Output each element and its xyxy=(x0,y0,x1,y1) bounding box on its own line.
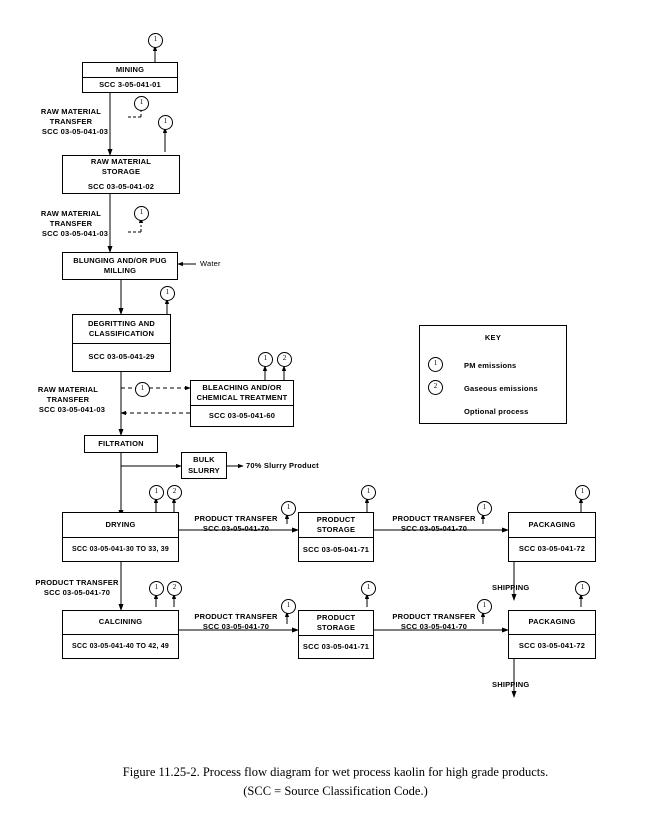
key-item-pm-label: PM emissions xyxy=(464,361,517,370)
box-degritting-line2: CLASSIFICATION xyxy=(88,328,155,338)
label-rmt1-scc: SCC 03-05-041-03 xyxy=(41,127,109,137)
box-product-storage-bottom-line1: PRODUCT xyxy=(316,613,356,622)
emission-marker-pm: 1 xyxy=(575,485,590,500)
box-raw-material-storage-line2: STORAGE xyxy=(101,167,141,177)
figure-caption-line2: (SCC = Source Classification Code.) xyxy=(243,784,428,798)
box-raw-material-storage xyxy=(62,155,180,194)
label-raw-material-transfer-1 xyxy=(22,107,132,137)
box-drying-scc: SCC 03-05-041-30 TO 33, 39 xyxy=(72,545,169,553)
label-raw-material-transfer-3 xyxy=(18,385,128,415)
box-filtration-name: FILTRATION xyxy=(98,438,144,448)
box-bleaching-scc: SCC 03-05-041-60 xyxy=(208,411,276,421)
box-packaging-bottom xyxy=(508,610,596,659)
box-bleaching-chemical-treatment xyxy=(190,380,294,427)
box-raw-material-storage-scc: SCC 03-05-041-02 xyxy=(87,181,155,191)
key-item-optional-label: Optional process xyxy=(464,407,529,416)
emission-marker-gas: 2 xyxy=(167,485,182,500)
ptds-line1: PRODUCT TRANSFER xyxy=(194,514,278,523)
emission-marker-pm: 1 xyxy=(148,33,163,48)
box-product-storage-bottom-scc: SCC 03-05-041-71 xyxy=(302,642,370,652)
box-blunging-line2: MILLING xyxy=(103,266,137,275)
label-raw-material-transfer-2 xyxy=(22,209,132,239)
emission-marker-pm: 1 xyxy=(134,96,149,111)
box-calcining-name: CALCINING xyxy=(98,617,143,627)
label-shipping-bottom: SHIPPING xyxy=(492,680,530,689)
emission-marker-pm: 1 xyxy=(149,485,164,500)
label-product-transfer-storage-packaging xyxy=(384,514,484,534)
emission-marker-pm: 1 xyxy=(258,352,273,367)
box-drying-name: DRYING xyxy=(105,519,136,529)
box-calcining xyxy=(62,610,179,659)
box-packaging-top-name: PACKAGING xyxy=(528,519,576,529)
emission-marker-pm: 1 xyxy=(158,115,173,130)
figure-caption-line1: Figure 11.25-2. Process flow diagram for wet process kaolin for high grade products. xyxy=(122,765,549,779)
ptdc-line1: PRODUCT TRANSFER xyxy=(35,578,119,587)
key-marker-gas: 2 xyxy=(428,380,443,395)
box-product-storage-top-line2: STORAGE xyxy=(316,525,356,535)
emission-marker-pm: 1 xyxy=(361,581,376,596)
box-product-storage-top-scc: SCC 03-05-041-71 xyxy=(302,544,370,554)
ptcs-line1: PRODUCT TRANSFER xyxy=(194,612,278,621)
ptcs-scc: SCC 03-05-041-70 xyxy=(202,622,270,632)
box-product-storage-top-line1: PRODUCT xyxy=(316,515,356,524)
box-bleaching-line1: BLEACHING AND/OR xyxy=(202,383,282,392)
label-rmt1-line1: RAW MATERIAL xyxy=(40,107,102,116)
box-filtration xyxy=(84,435,158,453)
box-packaging-top-scc: SCC 03-05-041-72 xyxy=(518,544,586,554)
key-marker-pm: 1 xyxy=(428,357,443,372)
label-rmt3-scc: SCC 03-05-041-03 xyxy=(38,405,106,415)
key-item-gas-label: Gaseous emissions xyxy=(464,384,538,393)
box-packaging-bottom-scc: SCC 03-05-041-72 xyxy=(518,641,586,651)
emission-marker-pm: 1 xyxy=(361,485,376,500)
label-product-transfer-storage-packaging-2 xyxy=(384,612,484,632)
box-degritting-scc: SCC 03-05-041-29 xyxy=(88,352,155,362)
label-water: Water xyxy=(200,259,221,268)
emission-marker-pm: 1 xyxy=(135,382,150,397)
box-bulk-slurry-line1: BULK xyxy=(193,455,215,465)
ptsp2-scc: SCC 03-05-041-70 xyxy=(400,622,468,632)
ptdc-scc: SCC 03-05-041-70 xyxy=(43,588,111,598)
box-blunging-line1: BLUNGING AND/OR PUG xyxy=(73,255,167,265)
emission-marker-pm: 1 xyxy=(575,581,590,596)
label-product-transfer-drying-storage xyxy=(186,514,286,534)
emission-marker-pm: 1 xyxy=(149,581,164,596)
key-title: KEY xyxy=(484,333,502,342)
label-slurry-product: 70% Slurry Product xyxy=(246,461,319,470)
label-rmt2-line2: TRANSFER xyxy=(49,219,93,229)
box-calcining-scc: SCC 03-05-041-40 TO 42, 49 xyxy=(72,642,169,650)
box-mining-scc: SCC 3-05-041-01 xyxy=(99,79,161,89)
emission-marker-gas: 2 xyxy=(167,581,182,596)
label-rmt3-line1: RAW MATERIAL xyxy=(37,385,99,394)
box-degritting-classification xyxy=(72,314,171,372)
emission-marker-pm: 1 xyxy=(134,206,149,221)
key-legend xyxy=(419,325,567,424)
label-rmt2-scc: SCC 03-05-041-03 xyxy=(41,229,109,239)
ptsp-line1: PRODUCT TRANSFER xyxy=(392,514,476,523)
box-blunging-pug-milling xyxy=(62,252,178,280)
ptsp-scc: SCC 03-05-041-70 xyxy=(400,524,468,534)
emission-marker-pm: 1 xyxy=(477,501,492,516)
label-product-transfer-calcining-storage xyxy=(186,612,286,632)
box-packaging-top xyxy=(508,512,596,562)
box-drying xyxy=(62,512,179,562)
label-rmt3-line2: TRANSFER xyxy=(46,395,90,405)
emission-marker-pm: 1 xyxy=(281,599,296,614)
emission-marker-pm: 1 xyxy=(281,501,296,516)
ptsp2-line1: PRODUCT TRANSFER xyxy=(392,612,476,621)
box-product-storage-top xyxy=(298,512,374,562)
label-product-transfer-drying-calcining xyxy=(27,578,127,598)
box-product-storage-bottom xyxy=(298,610,374,659)
label-rmt1-line2: TRANSFER xyxy=(49,117,93,127)
emission-marker-pm: 1 xyxy=(160,286,175,301)
ptds-scc: SCC 03-05-041-70 xyxy=(202,524,270,534)
box-degritting-line1: DEGRITTING AND xyxy=(87,318,156,328)
label-rmt2-line1: RAW MATERIAL xyxy=(40,209,102,218)
box-product-storage-bottom-line2: STORAGE xyxy=(316,623,356,633)
box-mining xyxy=(82,62,178,93)
box-bulk-slurry-line2: SLURRY xyxy=(188,465,220,475)
label-shipping-top: SHIPPING xyxy=(492,583,530,592)
box-raw-material-storage-line1: RAW MATERIAL xyxy=(90,157,152,167)
emission-marker-gas: 2 xyxy=(277,352,292,367)
box-bleaching-line2: CHEMICAL TREATMENT xyxy=(196,393,288,403)
box-bulk-slurry xyxy=(181,452,227,479)
box-mining-name: MINING xyxy=(115,65,145,74)
box-packaging-bottom-name: PACKAGING xyxy=(528,617,576,627)
emission-marker-pm: 1 xyxy=(477,599,492,614)
